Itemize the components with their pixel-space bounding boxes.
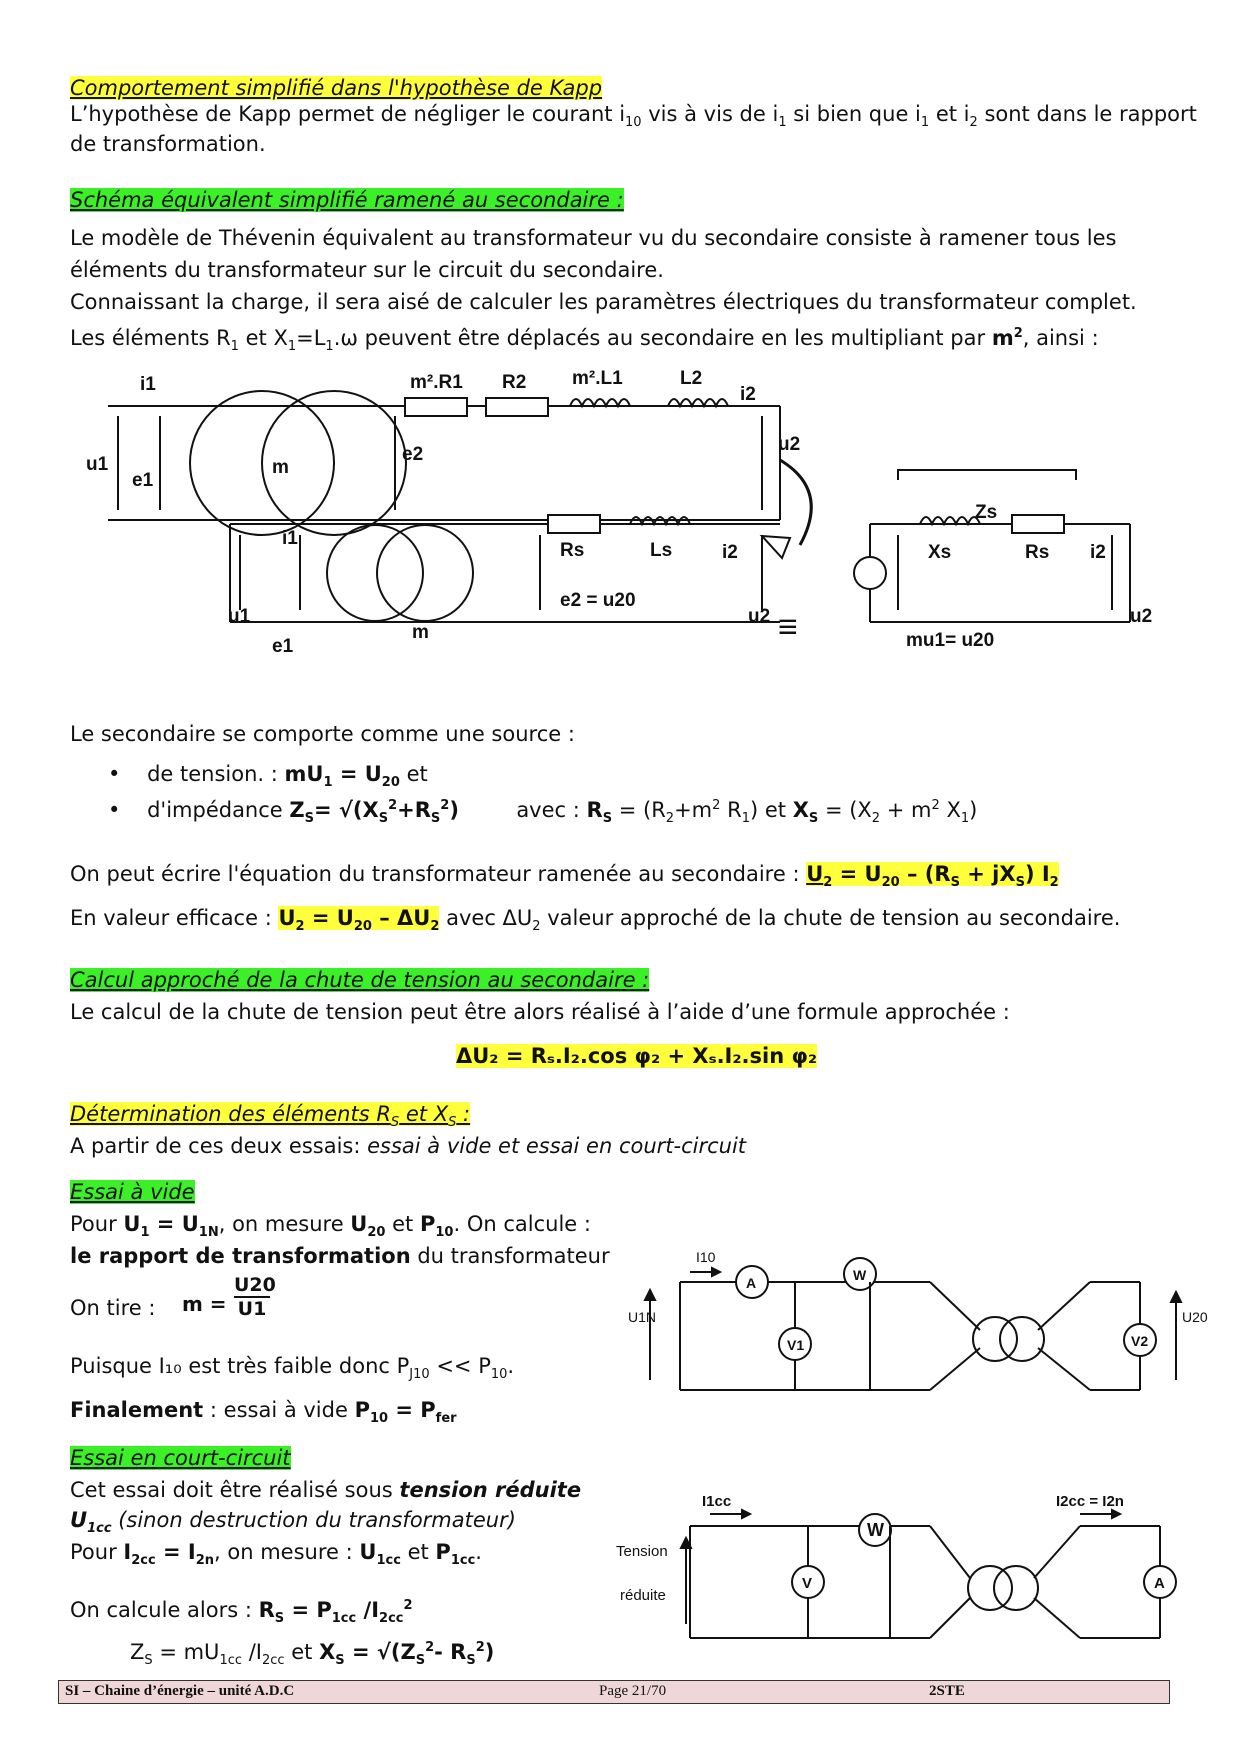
wattmeter-W: W [853, 1267, 867, 1283]
label-Rs-r: Rs [1025, 542, 1050, 563]
label-u2-b: u2 [748, 606, 771, 627]
paragraph: Le secondaire se comporte comme une source : [70, 722, 575, 746]
paragraph: Connaissant la charge, il sera aisé de calculer les paramètres électriques du transformateur complet. [70, 290, 1137, 314]
bullet-tension: • de tension. : $mU_1 = U_{20}$ et [108, 762, 428, 791]
section-title-schema: Schéma équivalent simplifié ramené au secondaire : [70, 188, 624, 212]
label-i1-b: i1 [282, 528, 298, 549]
paragraph: $U_{1cc}$ (sinon destruction du transformateur) [70, 1508, 516, 1537]
label-L2: L2 [680, 368, 703, 389]
paragraph-efficace: En valeur efficace : $U_2 = U_{20} - \Delta U_2$ avec $\Delta U_2$ valeur approché de la chute de tension au secondaire. [70, 906, 1121, 935]
label-U20: U20 [1182, 1309, 1208, 1325]
paragraph: On calcule alors : $R_S = P_{1cc}$ $/I_{2cc}^2$ [70, 1598, 413, 1627]
footer-right: 2STE [929, 1683, 965, 1699]
label-m: m [272, 457, 289, 478]
paragraph-equation: On peut écrire l'équation du transformateur ramenée au secondaire : $U_2 = U_{20} - (R_S + jX_S)$ $I_2$ [70, 862, 1059, 891]
label-e1-b: e1 [272, 636, 294, 657]
section-title-kapp: Comportement simplifié dans l'hypothèse de Kapp [70, 76, 603, 100]
section-title-calcul: Calcul approché de la chute de tension au secondaire : [70, 968, 650, 992]
paragraph: de transformation. [70, 132, 266, 156]
footer-page: Page 21/70 [599, 1683, 667, 1699]
paragraph: Le modèle de Thévenin équivalent au transformateur vu du secondaire consiste à ramener tous les [70, 226, 1117, 250]
label-I1cc: I1cc [702, 1493, 732, 1510]
label-u1: u1 [86, 454, 109, 475]
paragraph: Les éléments $R_1$ et $X_1=L_1.\omega$ peuvent être déplacés au secondaire en les multipliant par $m^2$, ainsi : [70, 326, 1099, 355]
ratio-fraction: U20 U1 [234, 1274, 276, 1320]
wattmeter-W: W [867, 1520, 884, 1540]
equation-efficace: $U_2 = U_{20} - \Delta U_2$ [278, 906, 440, 935]
label-mu1-u20: mu1= u20 [906, 630, 995, 651]
bullet-impedance: • d'impédance $Z_S= √(X_S^2+R_S^2)$ avec : $R_S = (R_2+m^2$ $R_1$) et $X_S = (X_2 + m^2$ $X_1$) [108, 798, 978, 827]
label-Rs: Rs [560, 540, 585, 561]
page-footer [58, 1680, 1170, 1704]
paragraph: Finalement : essai à vide $P_{10} = P_{fer}$ [70, 1398, 457, 1427]
footer-left: SI – Chaine d’énergie – unité A.D.C [65, 1683, 295, 1699]
equiv-sign: ≡ [778, 608, 798, 646]
on-tire-line: On tire : [70, 1296, 156, 1320]
label-tension: Tension [616, 1543, 668, 1560]
label-R2: R2 [502, 372, 527, 393]
label-e2-u20: e2 = u20 [560, 590, 636, 611]
label-i2: i2 [740, 384, 756, 405]
label-u2: u2 [778, 434, 801, 455]
paragraph: Pour $U_1 = U_{1N}$, on mesure $U_{20}$ et $P_{10}$. On calcule : [70, 1212, 591, 1241]
voltmeter-V1: V1 [787, 1337, 805, 1353]
formula-delta-u2: ΔU₂ = Rₛ.I₂.cos φ₂ + Xₛ.I₂.sin φ₂ [456, 1044, 818, 1068]
label-Xs: Xs [928, 542, 952, 563]
label-m-b: m [412, 622, 429, 643]
paragraph: le rapport de transformation du transformateur [70, 1244, 610, 1268]
ratio-m-label: m = [182, 1292, 227, 1316]
label-I10: I10 [696, 1249, 716, 1265]
section-title-determination: Détermination des éléments $R_S$ et $X_S$ : [70, 1102, 471, 1131]
label-u2-r: u2 [1130, 606, 1153, 627]
label-Zs: Zs [975, 502, 998, 523]
label-U1N: U1N [628, 1309, 657, 1325]
label-reduite: réduite [620, 1587, 666, 1604]
label-e1: e1 [132, 470, 154, 491]
label-i2-b: i2 [722, 542, 738, 563]
ammeter-A: A [746, 1275, 757, 1291]
paragraph: $Z_S = mU_{1cc}$ $/I_{2cc}$ et $X_S = √(Z_S^2-$ $R_S^2$) [130, 1640, 495, 1669]
voltmeter-V2: V2 [1131, 1333, 1149, 1349]
label-i1: i1 [140, 374, 156, 395]
section-title-cc: Essai en court-circuit [70, 1446, 291, 1470]
paragraph: Puisque I₁₀ est très faible donc $P_{J10} << P_{10}$. [70, 1354, 515, 1383]
label-i2-r: i2 [1090, 542, 1106, 563]
paragraph: Cet essai doit être réalisé sous tension réduite [70, 1478, 582, 1502]
paragraph: Pour $I_{2cc} = I_{2n}$, on mesure : $U_{1cc}$ et $P_{1cc}$. [70, 1540, 482, 1569]
label-m2L1: m².L1 [572, 368, 623, 389]
voltmeter-V: V [802, 1575, 813, 1592]
paragraph: Le calcul de la chute de tension peut être alors réalisé à l’aide d’une formule approchée : [70, 1000, 1010, 1024]
label-I2cc: I2cc = I2n [1056, 1493, 1124, 1510]
essai-vide-circuit [620, 1240, 1220, 1410]
section-title-vide: Essai à vide [70, 1180, 195, 1204]
ammeter-A: A [1154, 1575, 1165, 1592]
paragraph: L’hypothèse de Kapp permet de négliger le courant $i_{10}$ vis à vis de $i_1$ si bien que $i_1$ et $i_2$ sont dans le rapport [70, 102, 1197, 131]
paragraph: éléments du transformateur sur le circuit du secondaire. [70, 258, 664, 282]
label-Ls: Ls [650, 540, 673, 561]
equivalent-circuit-diagram [0, 360, 1240, 720]
label-e2: e2 [402, 444, 424, 465]
essai-cc-circuit [610, 1490, 1210, 1660]
equation-u2: $U_2 = U_{20} - (R_S + jX_S)$ $I_2$ [806, 862, 1059, 891]
label-u1-b: u1 [228, 606, 251, 627]
label-m2R1: m².R1 [410, 372, 463, 393]
paragraph: A partir de ces deux essais: essai à vide et essai en court-circuit [70, 1134, 747, 1158]
